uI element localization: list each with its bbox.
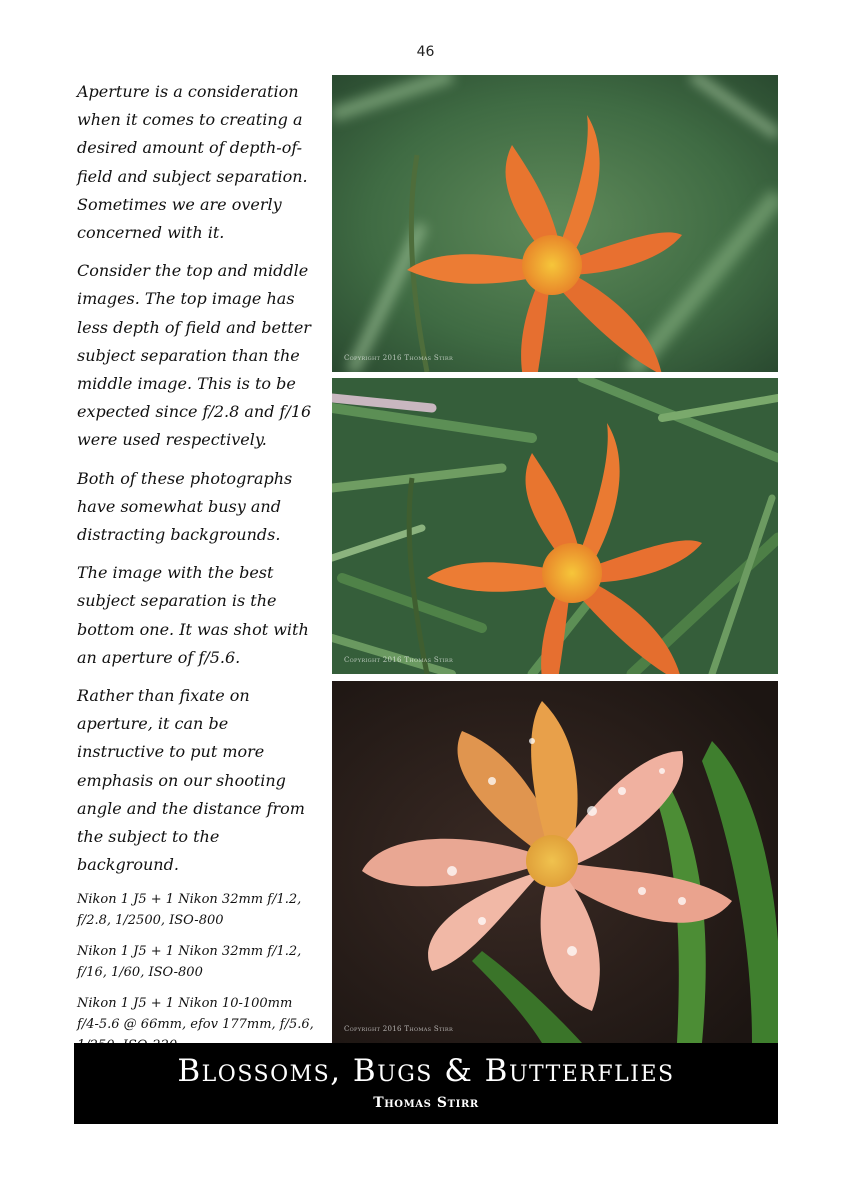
photo-copyright: Copyright 2016 Thomas Stirr [344,1025,454,1033]
caption-top-photo: Nikon 1 J5 + 1 Nikon 32mm f/1.2, f/2.8, 1/2500, ISO-800 [77,892,302,929]
book-title: Blossoms, Bugs & Butterflies [177,1053,675,1089]
book-footer-banner [74,1043,778,1124]
paragraph-aperture-intro: Aperture is a consideration when it comes to creating a desired amount of depth-of-field and subject separation. Sometimes we are overly concerned with it. [77,82,308,243]
paragraph-busy-backgrounds: Both of these photographs have somewhat busy and distracting backgrounds. [77,468,293,545]
paragraph-best-separation: The image with the best subject separation is the bottom one. It was shot with an aperture of f/5.6. [77,563,309,667]
caption-bottom-photo: Nikon 1 J5 + 1 Nikon 10-100mm f/4-5.6 @ 66mm, efov 177mm, f/5.6, [77,996,314,1033]
caption-middle-photo: Nikon 1 J5 + 1 Nikon 32mm f/1.2, f/16, 1/60, ISO-800 [77,944,302,981]
paragraph-top-middle-comparison: Consider the top and middle images. The top image has less depth of field and better subject separation than the middle image. This is to be expected since f/2.8 and f/16 were used respectively. [77,261,312,450]
page-number: 46 [416,44,435,60]
photo-middle-daylily-f16 [332,378,778,674]
body-text-column [77,78,317,1066]
photo-copyright: Copyright 2016 Thomas Stirr [344,656,454,664]
photo-copyright: Copyright 2016 Thomas Stirr [344,354,454,362]
photo-bottom-daylily-f5-6 [332,681,778,1043]
photo-top-daylily-f2-8 [332,75,778,372]
author-name: Thomas Stirr [373,1095,479,1111]
paragraph-shooting-angle: Rather than fixate on aperture, it can be instructive to put more emphasis on our shooting angle and the distance from the subject to the background. [77,686,305,875]
